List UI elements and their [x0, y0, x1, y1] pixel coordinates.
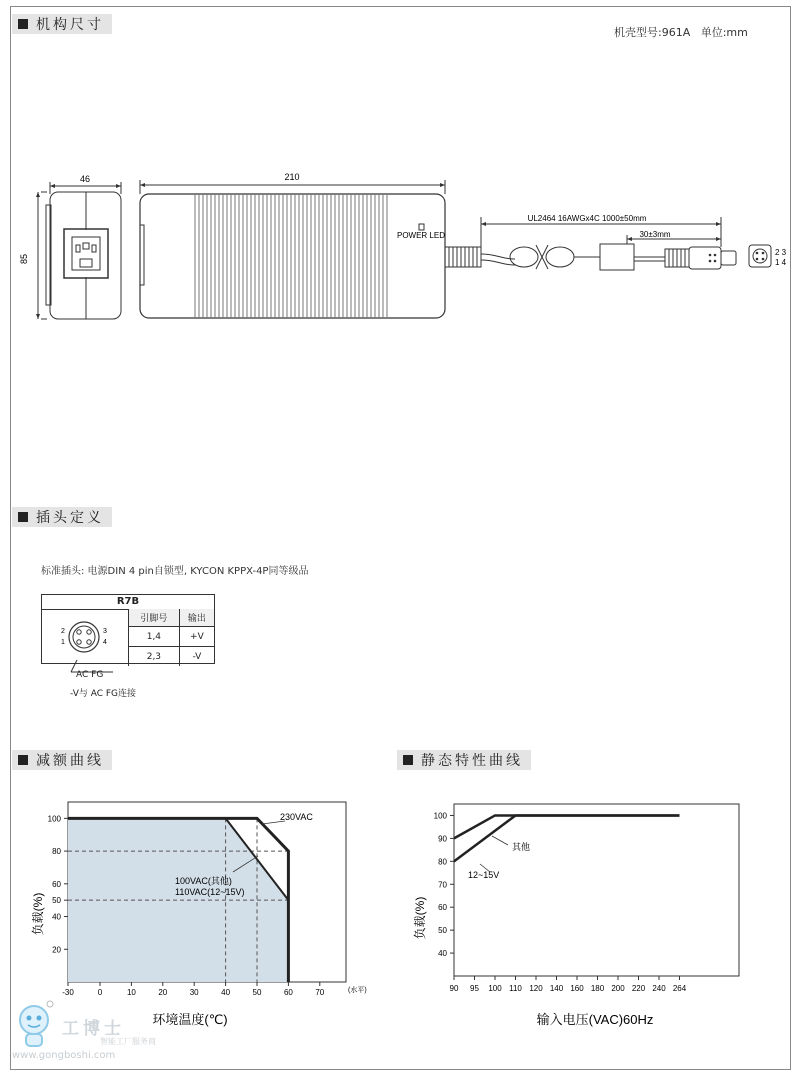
pin-table-header: 引脚号 — [129, 609, 180, 627]
watermark-tagline: 智能工厂服务商 — [100, 1037, 156, 1046]
pin-number: 2,3 — [129, 647, 180, 667]
section-title: 减额曲线 — [36, 753, 104, 769]
y-tick-label: 70 — [438, 880, 447, 890]
x-tick-label: 40 — [221, 988, 231, 997]
bullet-square-icon — [18, 19, 28, 29]
y-tick-label: 80 — [438, 857, 447, 867]
y-tick-label: 80 — [52, 847, 61, 857]
pin-output: +V — [179, 627, 214, 647]
x-tick-label: 200 — [611, 984, 625, 993]
cable-spec-label: UL2464 16AWGx4C 1000±50mm — [527, 214, 647, 223]
pin-label-2: 2 — [61, 628, 65, 635]
y-tick-label: 40 — [438, 949, 447, 959]
power-led-icon — [419, 224, 424, 230]
x-tick-label: 140 — [549, 984, 564, 993]
table-row — [129, 647, 215, 667]
x-tick-label: 160 — [570, 984, 584, 993]
annotation-100vac: 100VAC(其他) — [175, 876, 232, 886]
x-tick-label: 30 — [189, 988, 199, 997]
y-tick-label: 60 — [52, 879, 61, 889]
x-tick-label: 0 — [97, 988, 103, 997]
mechanical-drawing — [15, 165, 790, 330]
x-tick-label: 240 — [652, 984, 666, 993]
y-tick-label: 90 — [438, 834, 447, 844]
connector-pins-top: 2 3 — [775, 248, 787, 257]
annotation-230vac: 230VAC — [280, 812, 313, 822]
x-tick-label: 70 — [315, 988, 325, 997]
static-chart — [413, 792, 775, 1042]
y-tick-label: 100 — [433, 811, 447, 821]
heatsink-fins — [195, 194, 387, 318]
bullet-square-icon — [18, 755, 28, 765]
ac-fg-note: -V与 AC FG连接 — [70, 689, 137, 699]
section-header-static — [397, 750, 531, 770]
x-tick-label: 100 — [488, 984, 502, 993]
x-tick-label: 120 — [529, 984, 543, 993]
plug-description: 标准插头: 电源DIN 4 pin自锁型, KYCON KPPX-4P同等级品 — [41, 566, 309, 577]
annotation-other: 其他 — [512, 842, 531, 852]
y-tick-label: 50 — [52, 896, 61, 906]
pin-label-4: 4 — [103, 639, 107, 646]
y-axis-label: 负载(%) — [31, 892, 45, 936]
ac-fg-label: AC FG — [76, 670, 104, 680]
bullet-square-icon — [403, 755, 413, 765]
dim-30-label: 30±3mm — [639, 230, 671, 239]
x-tick-label: 60 — [283, 988, 293, 997]
x-unit-note: (水平) — [348, 987, 367, 994]
y-tick-label: 20 — [52, 945, 61, 955]
y-tick-label: 40 — [52, 912, 61, 922]
x-tick-label: 20 — [158, 988, 168, 997]
watermark-logo — [12, 1000, 162, 1064]
x-tick-label: 90 — [449, 984, 459, 993]
section-title: 插头定义 — [36, 510, 104, 526]
section-header-plug — [12, 507, 112, 527]
x-tick-label: 95 — [470, 984, 479, 993]
x-axis-label: 输入电压(VAC)60Hz — [536, 1012, 654, 1027]
x-tick-label: 220 — [631, 984, 646, 993]
bullet-square-icon — [18, 512, 28, 522]
x-axis-label: 环境温度(℃) — [152, 1012, 228, 1027]
pin-table — [128, 609, 214, 666]
connector-pins-bottom: 1 4 — [775, 258, 787, 267]
annotation-12-15v: 12~15V — [468, 870, 500, 880]
dim-85-label: 85 — [19, 253, 29, 265]
pin-output: -V — [179, 647, 214, 667]
section-title: 静态特性曲线 — [421, 753, 523, 769]
pin-table-header: 输出 — [179, 609, 214, 627]
x-tick-label: 50 — [252, 988, 262, 997]
y-tick-label: 60 — [438, 903, 447, 913]
section-header-derating — [12, 750, 112, 770]
table-row — [129, 627, 215, 647]
section-header-dimension — [12, 14, 112, 34]
y-tick-label: 100 — [47, 814, 61, 824]
x-tick-label: 110 — [509, 984, 522, 993]
dim-210-label: 210 — [284, 172, 300, 182]
pin-number: 1,4 — [129, 627, 180, 647]
case-info: 机壳型号:961A 单位:mm — [614, 26, 748, 39]
y-axis-label: 负载(%) — [413, 896, 427, 940]
pin-label-1: 1 — [61, 639, 65, 646]
plug-definition-box — [41, 594, 215, 664]
power-led-label: POWER LED — [396, 231, 446, 240]
watermark-url: www.gongboshi.com — [12, 1050, 116, 1061]
din-connector-diagram — [52, 616, 122, 660]
annotation-110vac: 110VAC(12~15V) — [175, 887, 245, 897]
x-tick-label: 180 — [590, 984, 605, 993]
dim-46-label: 46 — [79, 174, 91, 184]
x-tick-label: -30 — [62, 988, 74, 997]
y-tick-label: 50 — [438, 926, 447, 936]
pin-label-3: 3 — [103, 628, 107, 635]
x-tick-label: 10 — [126, 988, 136, 997]
robot-mascot-icon — [12, 1000, 58, 1050]
x-tick-label: 264 — [672, 984, 687, 993]
watermark-brand: 工博士 — [62, 1019, 125, 1039]
section-title: 机构尺寸 — [36, 17, 104, 33]
connector-name: R7B — [42, 595, 214, 610]
